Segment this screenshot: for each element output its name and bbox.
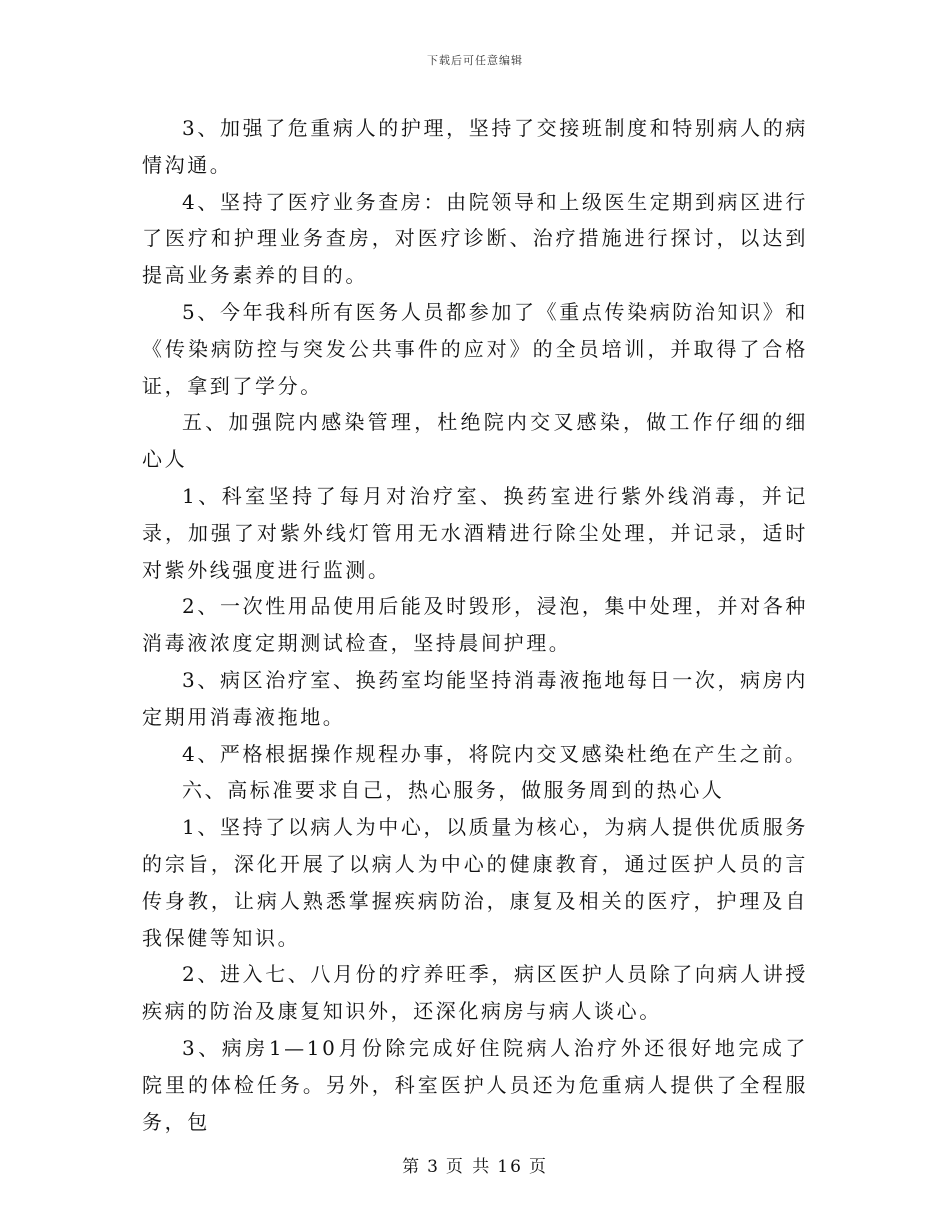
page-number: 3 <box>427 1157 440 1177</box>
page-total: 16 <box>497 1157 523 1177</box>
footer-prefix: 第 <box>402 1157 422 1177</box>
page-footer <box>0 1152 950 1177</box>
footer-suffix: 页 <box>528 1157 548 1177</box>
paragraph: 1、科室坚持了每月对治疗室、换药室进行紫外线消毒，并记录，加强了对紫外线灯管用无水酒精进行除尘处理，并记录，适时对紫外线强度进行监测。 <box>142 483 808 582</box>
paragraph: 2、进入七、八月份的疗养旺季，病区医护人员除了向病人讲授疾病的防治及康复知识外，还深化病房与病人谈心。 <box>142 962 808 1024</box>
footer-middle: 页 共 <box>445 1157 492 1177</box>
paragraph: 4、坚持了医疗业务查房：由院领导和上级医生定期到病区进行了医疗和护理业务查房，对医疗诊断、治疗措施进行探讨，以达到提高业务素养的目的。 <box>142 189 808 288</box>
document-body <box>142 110 808 1140</box>
paragraph: 1、坚持了以病人为中心，以质量为核心，为病人提供优质服务的宗旨，深化开展了以病人为中心的健康教育，通过医护人员的言传身教，让病人熟悉掌握疾病防治，康复及相关的医疗，护理及自我保健等知识。 <box>142 815 808 950</box>
page-header-note: 下载后可任意编辑 <box>427 54 523 67</box>
paragraph: 3、病房1—10月份除完成好住院病人治疗外还很好地完成了院里的体检任务。另外，科室医护人员还为危重病人提供了全程服务，包 <box>142 1035 808 1134</box>
paragraph: 3、加强了危重病人的护理，坚持了交接班制度和特别病人的病情沟通。 <box>142 116 808 177</box>
section-heading: 五、加强院内感染管理，杜绝院内交叉感染，做工作仔细的细心人 <box>142 410 808 472</box>
paragraph: 3、病区治疗室、换药室均能坚持消毒液拖地每日一次，病房内定期用消毒液拖地。 <box>142 667 808 729</box>
paragraph: 4、严格根据操作规程办事，将院内交叉感染杜绝在产生之前。 <box>182 741 808 766</box>
section-heading: 六、高标准要求自己，热心服务，做服务周到的热心人 <box>182 778 725 803</box>
paragraph: 2、一次性用品使用后能及时毁形，浸泡，集中处理，并对各种消毒液浓度定期测试检查，坚持晨间护理。 <box>142 594 808 656</box>
paragraph: 5、今年我科所有医务人员都参加了《重点传染病防治知识》和《传染病防控与突发公共事件的应对》的全员培训，并取得了合格证，拿到了学分。 <box>142 299 808 398</box>
